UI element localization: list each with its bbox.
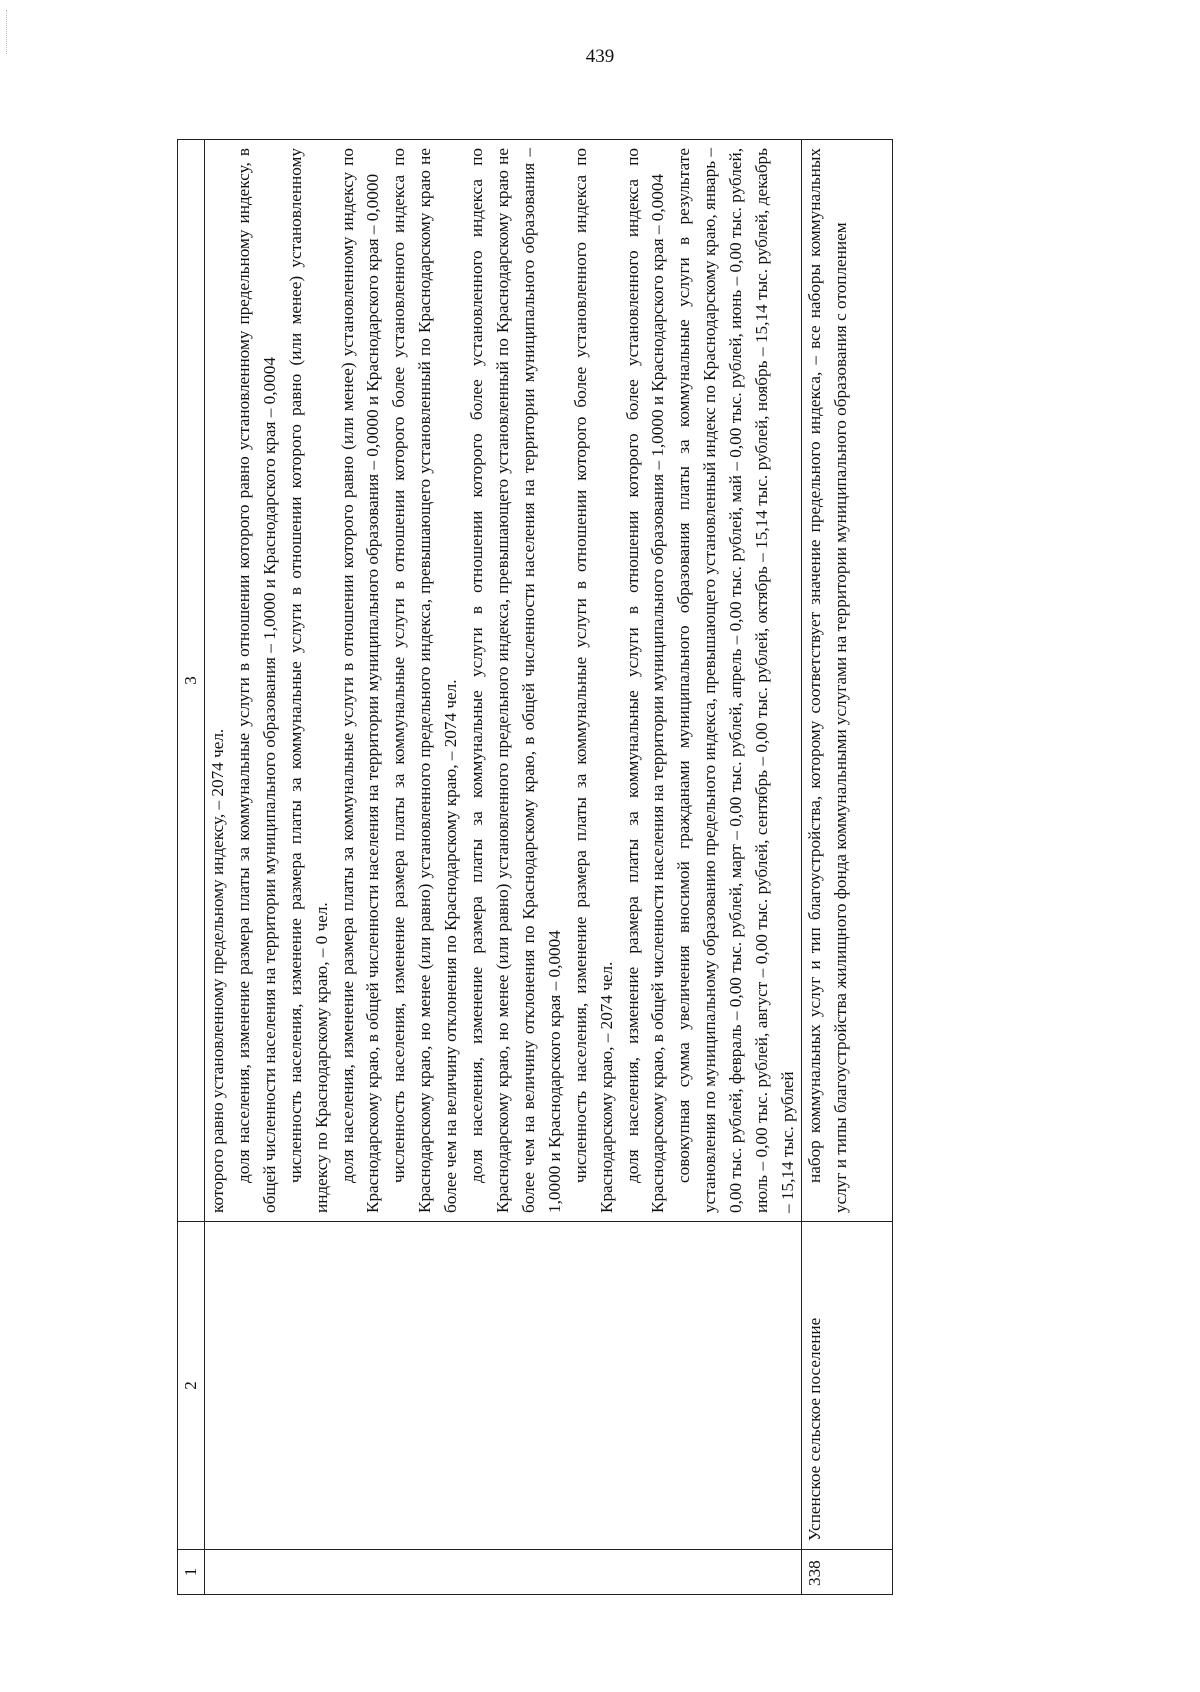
paragraph: набор коммунальных услуг и тип благоустройства, которому соответствует значение предельного индекса, – все наборы коммунальных услуг и типы благоустройства жилищного фонда коммунальными услугами на территории муниципального образования с отоплением: [804, 148, 850, 1213]
paragraph: совокупная сумма увеличения вносимой гражданами муниципального образования платы за коммунальные услуги в результате установления по муниципальному образованию предельного индекса, превышающего установленный индекс по Краснодарскому краю, январь – 0,00 тыс. рублей, февраль – 0,00 тыс. рублей, март – 0,00 тыс. рублей, апрель – 0,00 тыс. рублей, май – 0,00 тыс. рублей, июнь – 0,00 тыс. рублей, июль – 0,00 тыс. рублей, август – 0,00 тыс. рублей, сентябрь – 0,00 тыс. рублей, октябрь – 15,14 тыс. рублей, ноябрь – 15,14 тыс. рублей, декабрь – 15,14 тыс. рублей: [674, 148, 797, 1213]
header-col-1: 1: [178, 1550, 205, 1595]
settlement-cell: Успенское сельское поселение: [801, 1222, 892, 1550]
paragraph: доля населения, изменение размера платы за коммунальные услуги в отношении которого равно установленному предельному индексу, в общей численности населения на территории муниципального образования – 1,0000 и Краснодарского края – 0,0004: [233, 148, 279, 1213]
paragraph: численность населения, изменение размера платы за коммунальные услуги в отношении которого более установленного индекса по Краснодарскому краю, – 2074 чел.: [570, 148, 616, 1213]
paragraph: численность населения, изменение размера платы за коммунальные услуги в отношении которого более установленного индекса по Краснодарскому краю, но менее (или равно) установленного предельного индекса, превышающего установленный по Краснодарскому краю не более чем на величину отклонения по Краснодарскому краю, – 2074 чел.: [389, 148, 461, 1213]
paragraph: доля населения, изменение размера платы за коммунальные услуги в отношении которого более установленного индекса по Краснодарскому краю, в общей численности населения на территории муниципального образования – 1,0000 и Краснодарского края – 0,0004: [622, 148, 668, 1213]
header-col-3: 3: [178, 140, 205, 1222]
page-number: 439: [585, 46, 615, 67]
document-table: [177, 139, 893, 1595]
description-cell: [205, 140, 802, 1222]
paragraph: которого равно установленному предельному индексу, – 2074 чел.: [208, 728, 227, 1213]
description-cell: [801, 140, 892, 1222]
row-number-cell: [205, 1550, 802, 1595]
row-number-cell: 338: [801, 1550, 892, 1595]
paragraph: доля населения, изменение размера платы за коммунальные услуги в отношении которого равно (или менее) установленному индексу по Краснодарскому краю, в общей численности населения на территории муниципального образования – 0,0000 и Краснодарского края – 0,0000: [337, 148, 383, 1213]
header-col-2: 2: [178, 1222, 205, 1550]
paragraph: доля населения, изменение размера платы за коммунальные услуги в отношении которого более установленного индекса по Краснодарскому краю, но менее (или равно) установленного предельного индекса, превышающего установленный по Краснодарскому краю не более чем на величину отклонения по Краснодарскому краю, в общей численности населения на территории муниципального образования – 1,0000 и Краснодарского края – 0,0004: [467, 148, 564, 1213]
table-row-338: [801, 140, 892, 1595]
paragraph: численность населения, изменение размера платы за коммунальные услуги в отношении которого равно (или менее) установленному индексу по Краснодарскому краю, – 0 чел.: [285, 148, 331, 1213]
table-row-continuation: [205, 140, 802, 1595]
rotated-table-wrapper: [177, 143, 1060, 1595]
table-header-row: [178, 140, 205, 1595]
settlement-cell: [205, 1222, 802, 1550]
